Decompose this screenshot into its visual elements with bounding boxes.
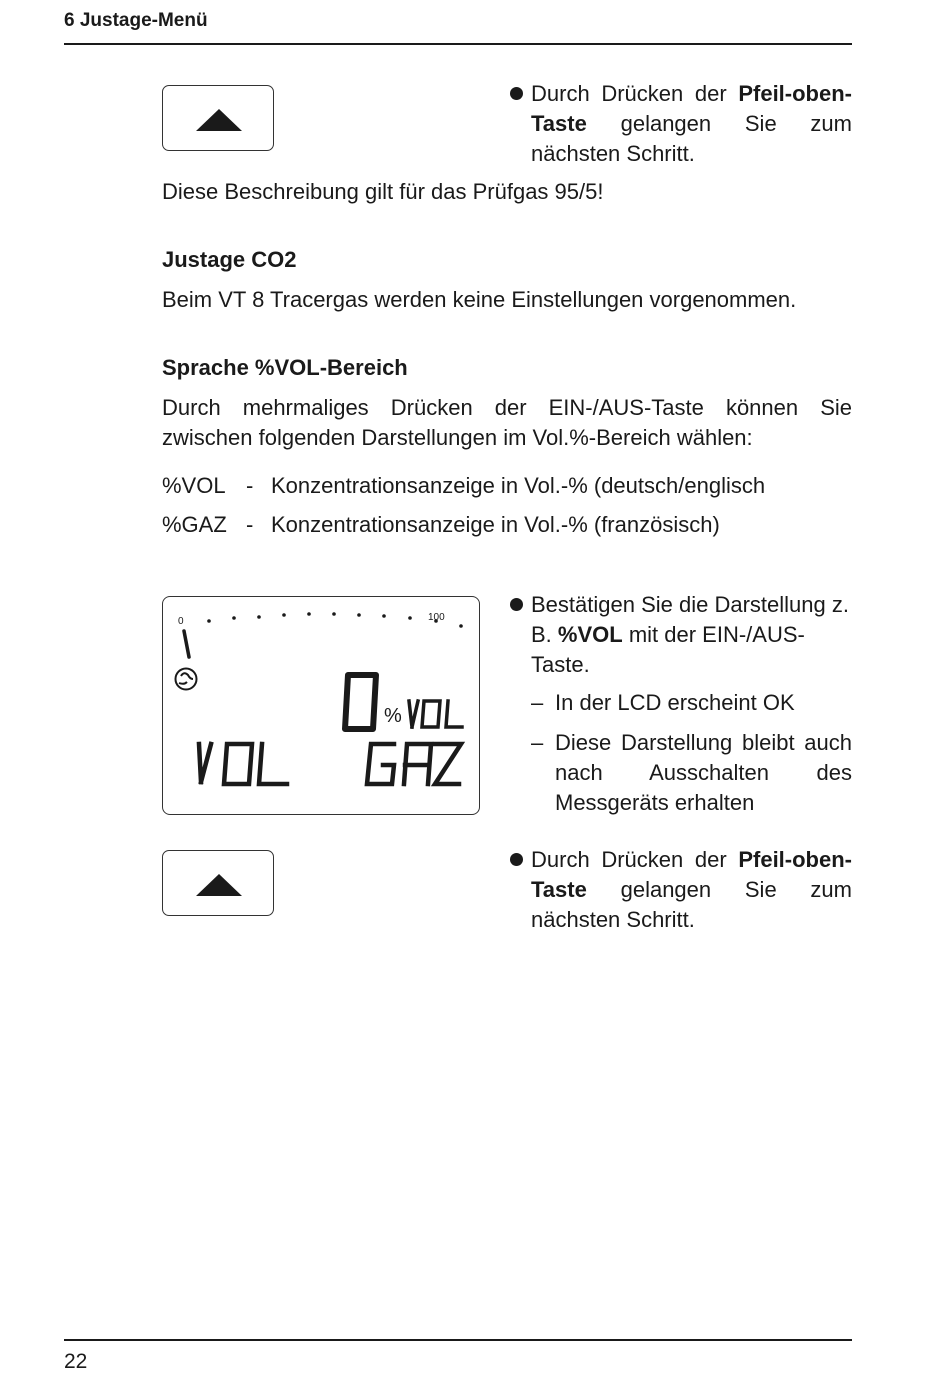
lcd-bar-segment [184,631,189,657]
footer-rule [64,1339,852,1341]
section-body: Beim VT 8 Tracergas werden keine Einstellungen vorgenommen. [162,287,797,312]
page-number: 22 [64,1350,88,1373]
lcd-display [162,596,480,815]
chapter-title: 6 Justage-Menü [64,10,208,31]
bullet-icon [510,87,523,100]
option-code: %GAZ [162,512,227,537]
arrow-up-key-icon [162,850,274,916]
option-description: Konzentrationsanzeige in Vol.-% (französisch) [271,512,720,537]
header-rule [64,43,852,45]
cycle-icon [176,669,197,690]
dash-icon: – [531,730,544,755]
section-body: Durch mehrmaliges Drücken der EIN-/AUS-Taste können Sie zwischen folgenden Darstellungen im Vol.%-Bereich wählen: [162,395,852,450]
option-separator: - [246,512,254,537]
lcd-option-right [367,744,461,784]
intro-note: Diese Beschreibung gilt für das Prüfgas 95/5! [162,179,604,204]
section-heading: Justage CO2 [162,247,297,272]
lcd-option-left [199,744,287,784]
option-separator: - [246,473,254,498]
lcd-scale-min: 0 [178,616,184,627]
sub-item: In der LCD erscheint OK [555,690,795,715]
bullet-icon [510,853,523,866]
sub-item: Diese Darstellung bleibt auch nach Ausschalten des Messgeräts erhalten [555,730,852,815]
dash-icon: – [531,690,544,715]
lcd-unit-text [409,701,462,727]
option-code: %VOL [162,473,226,498]
lcd-scale-dots [207,612,463,628]
lcd-main-value [345,675,376,729]
lcd-scale-max: 100 [428,612,445,623]
step-instruction: Durch Drücken der Pfeil-oben-Taste gelangen Sie zum nächsten Schritt. [531,81,852,166]
arrow-up-key-icon [162,85,274,151]
step-instruction: Bestätigen Sie die Darstellung z. B. %VOL mit der EIN-/AUS-Taste. [531,592,849,677]
lcd-unit-prefix: % [384,705,402,727]
section-heading: Sprache %VOL-Bereich [162,355,408,380]
step-instruction: Durch Drücken der Pfeil-oben-Taste gelangen Sie zum nächsten Schritt. [531,847,852,932]
option-description: Konzentrationsanzeige in Vol.-% (deutsch/englisch [271,473,766,498]
bullet-icon [510,598,523,611]
